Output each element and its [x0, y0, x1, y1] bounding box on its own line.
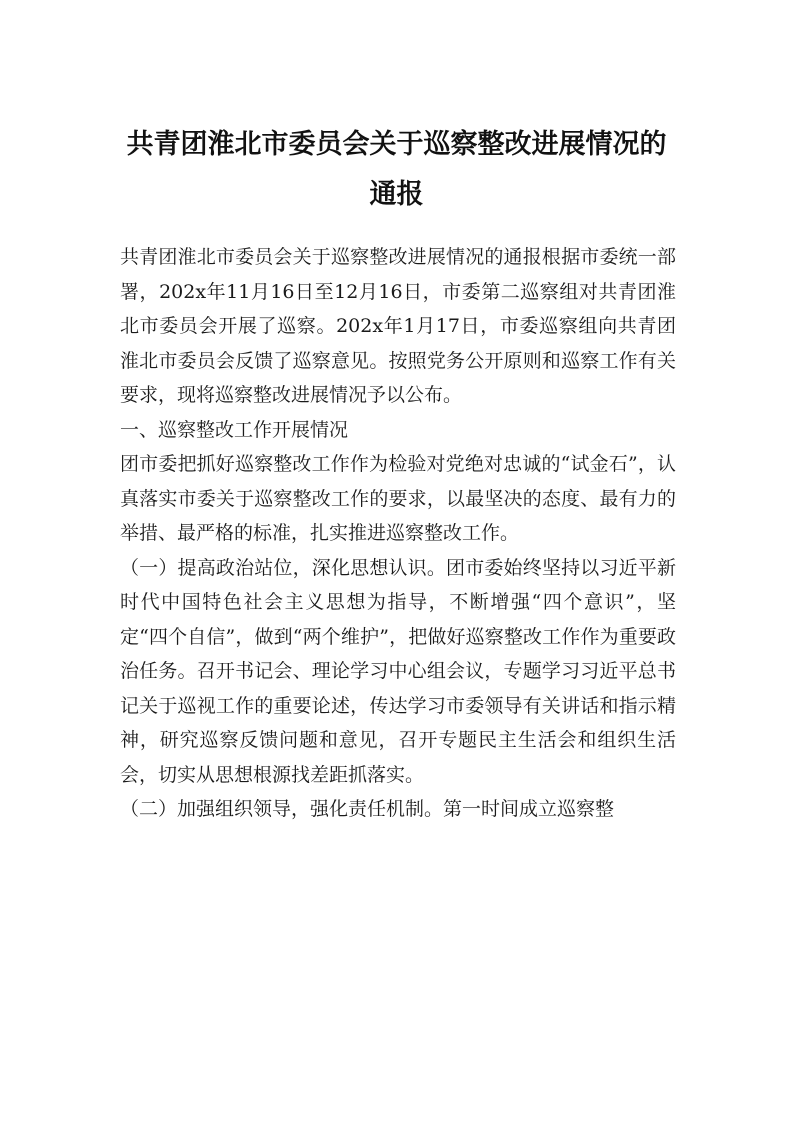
intro-paragraph: 共青团淮北市委员会关于巡察整改进展情况的通报根据市委统一部署，202x年11月16日至12月16日，市委第二巡察组对共青团淮北市委员会开展了巡察。202x年1月17日，市委巡察组向共青团淮北市委员会反馈了巡察意见。按照党务公开原则和巡察工作有关要求，现将巡察整改进展情况予以公布。	[120, 246, 676, 406]
body-paragraph: （一）提高政治站位，深化思想认识。团市委始终坚持以习近平新时代中国特色社会主义思想为指导，不断增强“四个意识”，坚定“四个自信”，做到“两个维护”，把做好巡察整改工作作为重要政治任务。召开书记会、理论学习中心组会议，专题学习习近平总书记关于巡视工作的重要论述，传达学习市委领导有关讲话和指示精神，研究巡察反馈问题和意见，召开专题民主生活会和组织生活会，切实从思想根源找差距抓落实。	[120, 556, 676, 786]
document-title: 共青团淮北市委员会关于巡察整改进展情况的通报	[126, 129, 667, 210]
body-paragraph: 团市委把抓好巡察整改工作作为检验对党绝对忠诚的“试金石”，认真落实市委关于巡察整改工作的要求，以最坚决的态度、最有力的举措、最严格的标准，扎实推进巡察整改工作。	[120, 453, 676, 544]
section-heading: 一、巡察整改工作开展情况	[120, 418, 349, 441]
document-body	[120, 240, 676, 827]
body-paragraph: （二）加强组织领导，强化责任机制。第一时间成立巡察整	[120, 798, 615, 820]
